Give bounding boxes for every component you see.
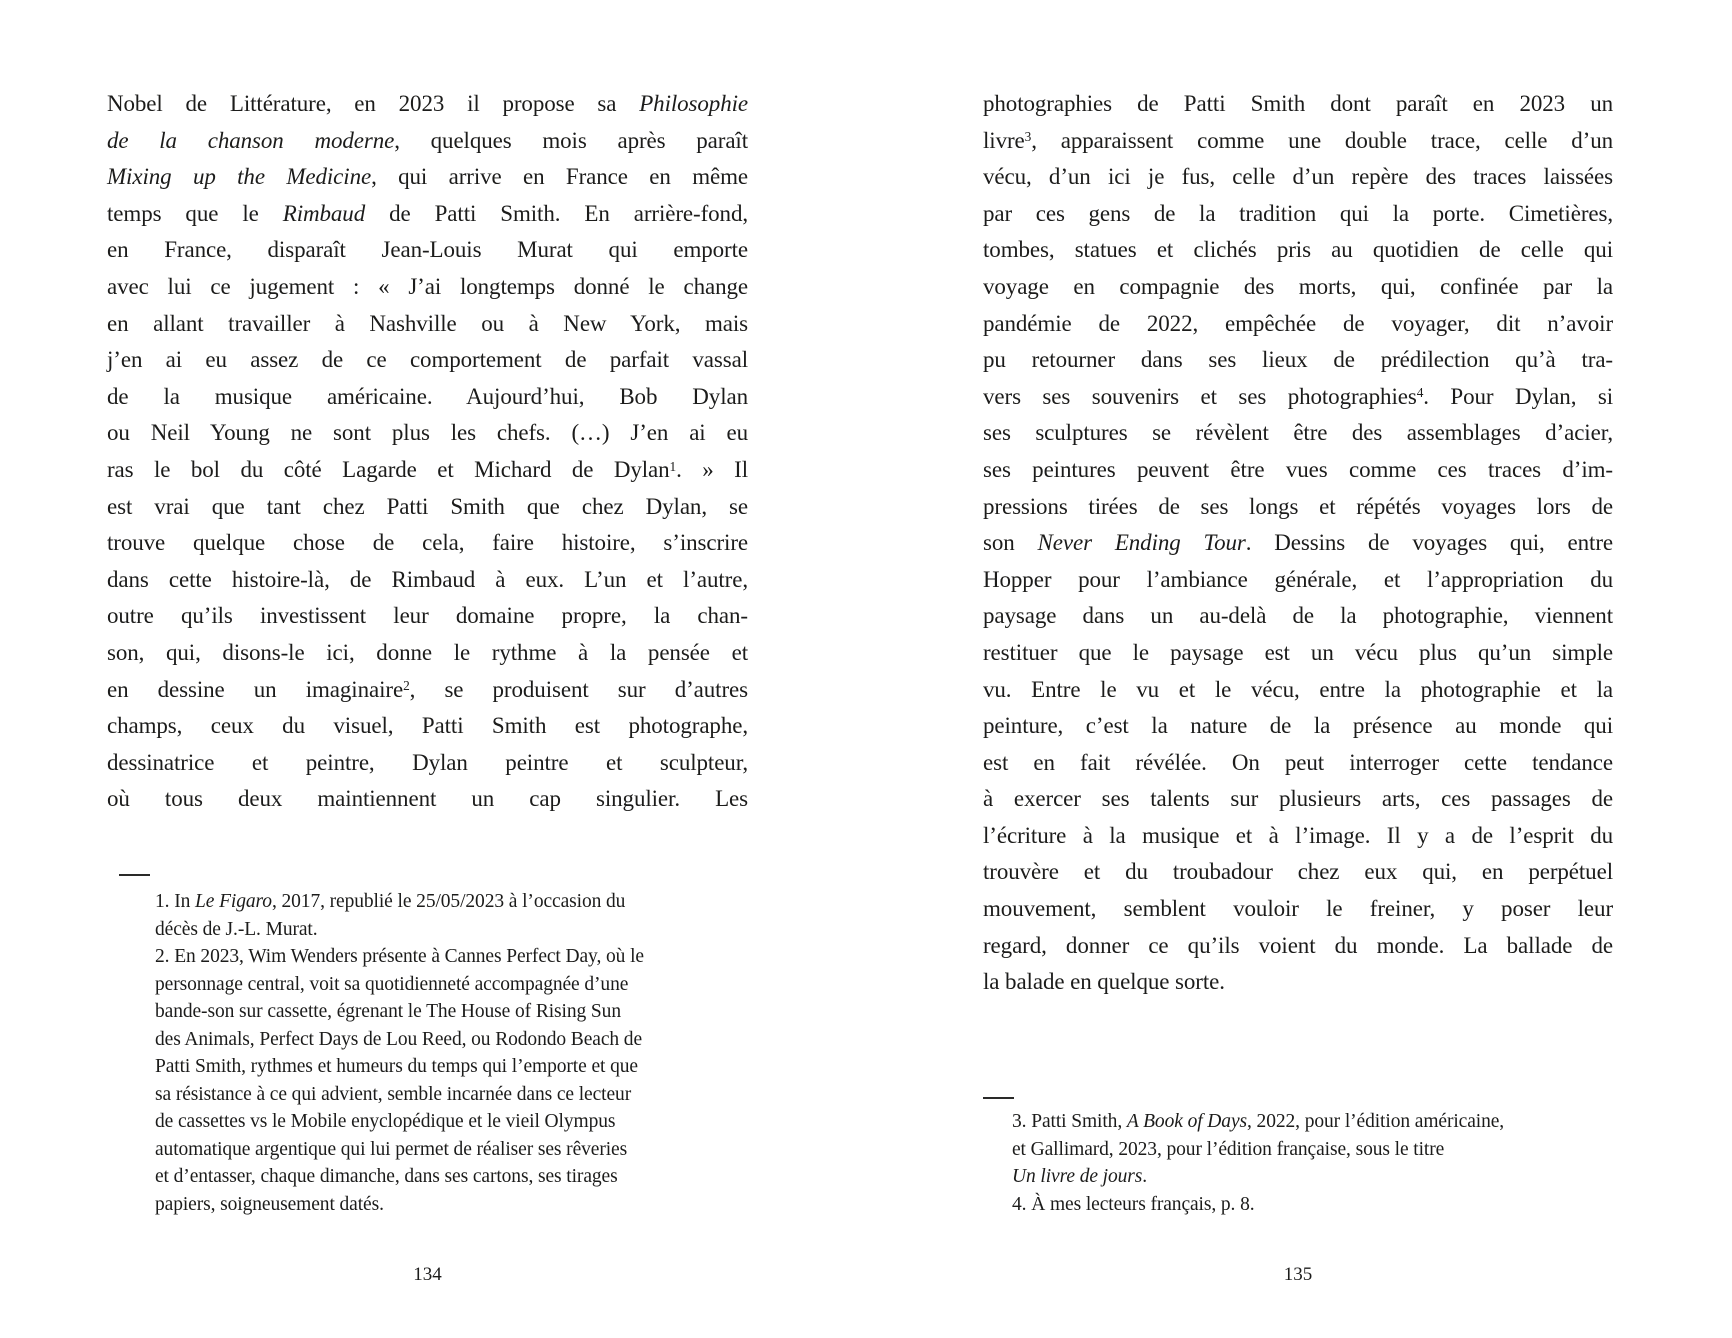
text-line: pressions tirées de ses longs et répétés voyages lors de [983, 493, 1613, 519]
text-line: par ces gens de la tradition qui la porte. Cimetières, [983, 200, 1613, 226]
text-line: photographies de Patti Smith dont paraît en 2023 un [983, 91, 1613, 116]
text-line: l’écriture à la musique et à l’image. Il y a de l’esprit du [983, 822, 1613, 848]
text-line: à exercer ses talents sur plusieurs arts, ces passages de [983, 786, 1613, 812]
text-line: de la musique américaine. Aujourd’hui, Bob Dylan [107, 383, 748, 409]
text-line: vécu, d’un ici je fus, celle d’un repère des traces laissées [983, 164, 1613, 190]
text-line: de cassettes vs le Mobile enyclopédique et le vieil Olympus [155, 1111, 616, 1132]
text-line: Patti Smith, rythmes et humeurs du temps qui l’emporte et que [155, 1056, 638, 1077]
text-line: Un livre de jours. [1012, 1166, 1148, 1187]
text-line: pu retourner dans ses lieux de prédilection qu’à tra- [983, 347, 1613, 373]
text-line: 3. Patti Smith, A Book of Days, 2022, pour l’édition américaine, [1012, 1111, 1505, 1132]
text-line: et d’entasser, chaque dimanche, dans ses cartons, ses tirages [155, 1166, 618, 1187]
text-line: j’en ai eu assez de ce comportement de parfait vassal [107, 347, 748, 373]
left-footnotes [155, 888, 733, 1218]
right-page-number: 135 [1283, 1264, 1313, 1285]
text-line: tombes, statues et clichés pris au quotidien de celle qui [983, 237, 1613, 263]
text-line: Mixing up the Medicine, qui arrive en France en même [107, 164, 748, 190]
left-main-text [107, 86, 748, 818]
text-line: ras le bol du côté Lagarde et Michard de Dylan$^1$. » Il [107, 456, 748, 482]
text-line: champs, ceux du visuel, Patti Smith est photographe, [107, 713, 748, 739]
text-line: son Never Ending Tour. Dessins de voyages qui, entre [983, 530, 1613, 556]
right-footnote-rule [983, 1097, 1014, 1099]
text-line: ou Neil Young ne sont plus les chefs. (…) J’en ai eu [107, 420, 748, 446]
text-line: des Animals, Perfect Days de Lou Reed, ou Rodondo Beach de [155, 1028, 643, 1050]
text-line: ses peintures peuvent être vues comme ces traces d’im- [983, 456, 1613, 482]
text-line: ses sculptures se révèlent être des assemblages d’acier, [983, 420, 1613, 446]
text-line: dessinatrice et peintre, Dylan peintre et sculpteur, [107, 749, 748, 775]
text-line: est vrai que tant chez Patti Smith que chez Dylan, se [107, 493, 748, 519]
text-line: voyage en compagnie des morts, qui, confinée par la [983, 273, 1613, 299]
text-line: livre$^3$, apparaissent comme une double trace, celle d’un [983, 127, 1613, 153]
text-line: avec lui ce jugement : « J’ai longtemps donné le change [107, 273, 748, 299]
right-main-text [983, 86, 1613, 1001]
text-line: de la chanson moderne, quelques mois après paraît [107, 127, 749, 153]
text-line: dans cette histoire-là, de Rimbaud à eux. L’un et l’autre, [107, 566, 748, 592]
text-line: vu. Entre le vu et le vécu, entre la photographie et la [983, 676, 1613, 702]
text-line: mouvement, semblent vouloir le freiner, y poser leur [983, 896, 1613, 922]
text-line: personnage central, voit sa quotidienneté accompagnée d’une [155, 973, 629, 995]
text-line: paysage dans un au-delà de la photographie, viennent [983, 603, 1613, 629]
left-page-number: 134 [413, 1264, 442, 1285]
text-line: en France, disparaît Jean-Louis Murat qui emporte [107, 237, 748, 263]
text-line: papiers, soigneusement datés. [155, 1193, 384, 1215]
text-line: temps que le Rimbaud de Patti Smith. En arrière-fond, [107, 200, 748, 226]
text-line: Hopper pour l’ambiance générale, et l’appropriation du [983, 566, 1613, 592]
text-line: bande-son sur cassette, égrenant le The House of Rising Sun [155, 1001, 621, 1022]
text-line: outre qu’ils investissent leur domaine propre, la chan- [107, 603, 748, 629]
text-line: peinture, c’est la nature de la présence au monde qui [983, 713, 1613, 739]
text-line: 4. À mes lecteurs français, p. 8. [1012, 1193, 1255, 1215]
text-line: trouvère et du troubadour chez eux qui, en perpétuel [983, 859, 1613, 885]
right-footnotes [1012, 1108, 1592, 1218]
text-line: en allant travailler à Nashville ou à New York, mais [107, 310, 748, 336]
text-line: décès de J.-L. Murat. [155, 918, 318, 940]
text-line: Nobel de Littérature, en 2023 il propose sa Philosophie [107, 91, 748, 116]
text-line: restituer que le paysage est un vécu plus qu’un simple [983, 639, 1613, 665]
text-line: son, qui, disons-le ici, donne le rythme à la pensée et [107, 639, 748, 665]
text-line: vers ses souvenirs et ses photographies$^4$. Pour Dylan, si [983, 383, 1613, 409]
text-line: où tous deux maintiennent un cap singulier. Les [107, 786, 748, 812]
text-line: trouve quelque chose de cela, faire histoire, s’inscrire [107, 530, 748, 556]
text-line: et Gallimard, 2023, pour l’édition française, sous le titre [1012, 1138, 1445, 1160]
text-line: en dessine un imaginaire$^2$, se produisent sur d’autres [107, 676, 748, 702]
text-line: 2. En 2023, Wim Wenders présente à Cannes Perfect Day, où le [155, 946, 644, 967]
text-line: regard, donner ce qu’ils voient du monde. La ballade de [983, 932, 1613, 958]
text-line: est en fait révélée. On peut interroger cette tendance [983, 749, 1613, 775]
text-line: la balade en quelque sorte. [983, 969, 1225, 995]
text-line: 1. In Le Figaro, 2017, republié le 25/05/2023 à l’occasion du [155, 891, 626, 912]
text-line: pandémie de 2022, empêchée de voyager, dit n’avoir [983, 310, 1613, 336]
left-footnote-rule [119, 874, 150, 876]
text-line: sa résistance à ce qui advient, semble incarnée dans ce lecteur [155, 1083, 632, 1105]
text-line: automatique argentique qui lui permet de réaliser ses rêveries [155, 1138, 628, 1160]
